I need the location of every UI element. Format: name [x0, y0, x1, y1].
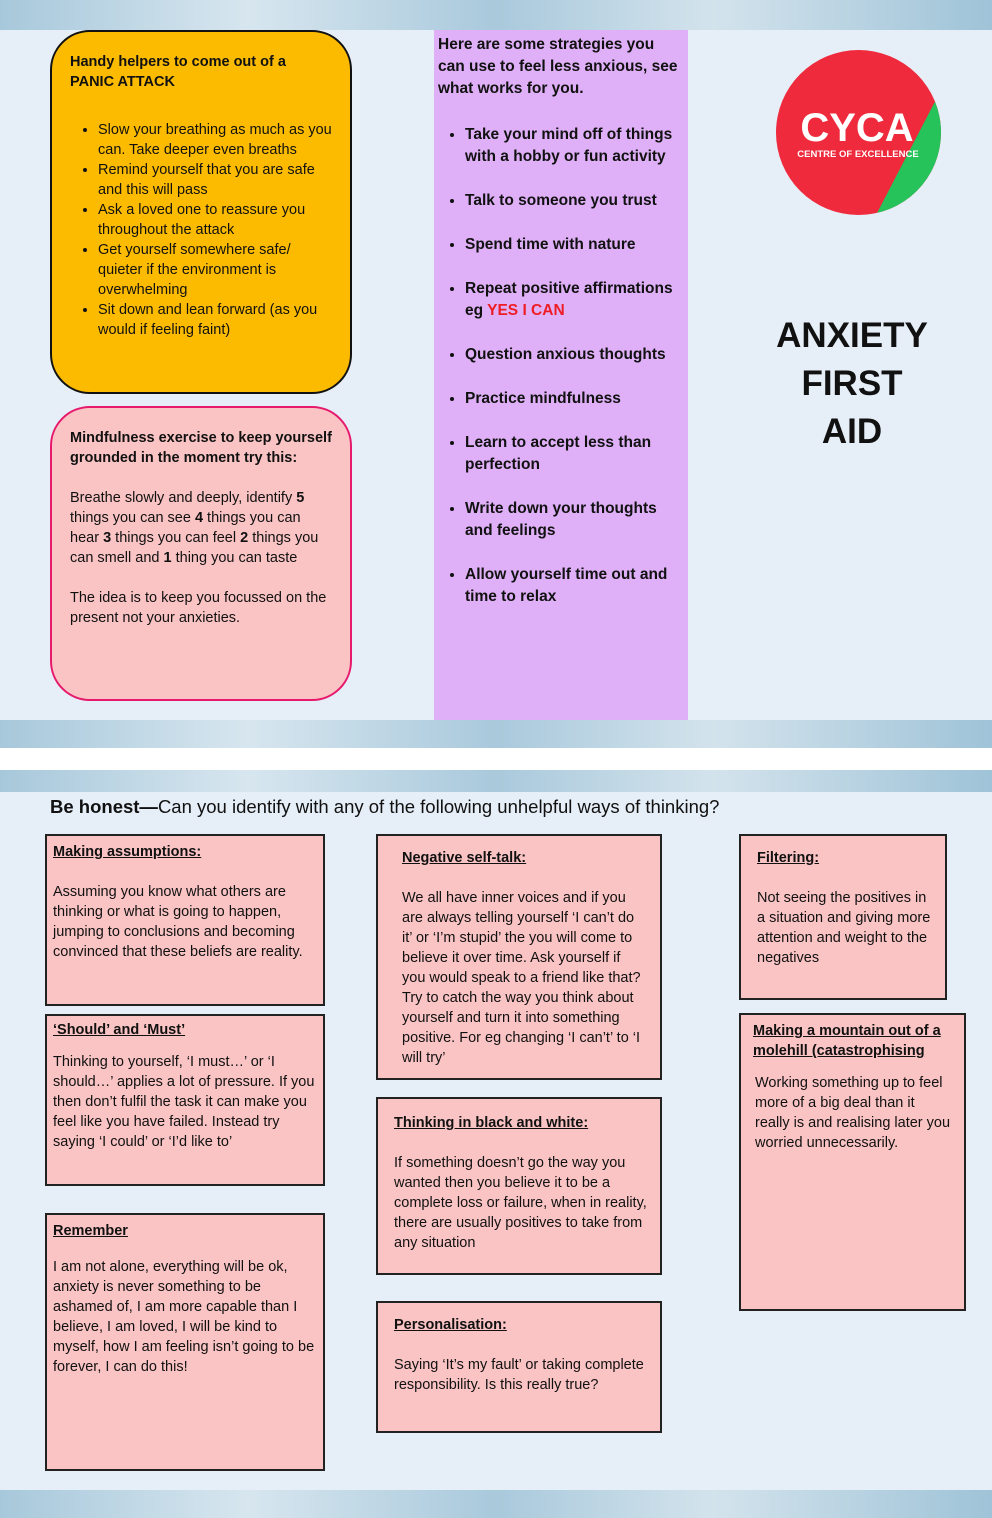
mindfulness-exercise-text: [70, 488, 332, 568]
title-line3: AID: [821, 412, 883, 451]
strategy-item: [465, 278, 684, 322]
panic-item: • Sit down and lean forward (as you would if feeling faint): [98, 300, 332, 340]
strategies-heading: Here are some strategies you can use to feel less anxious, see what works for you.: [438, 36, 678, 97]
panic-attack-box: [50, 30, 352, 394]
text-run: things you can hear: [70, 510, 301, 546]
page-title: [760, 312, 944, 456]
logo-name: CYCA: [800, 106, 914, 150]
mindfulness-idea-text: The idea is to keep you focussed on the present not your anxieties.: [70, 590, 327, 626]
logo-graphic: [776, 50, 941, 215]
strategy-item: • Talk to someone you trust: [465, 190, 684, 212]
card-body: Thinking to yourself, ‘I must…’ or ‘I should…’ applies a lot of pressure. If you then don’t fulfil the task it can make you feel like you have failed. Instead try saying ‘I could’ or ‘I’d like to’: [53, 1054, 315, 1150]
card-filtering: [739, 834, 947, 1000]
strategies-panel: [434, 30, 688, 720]
number-five: 5: [296, 490, 305, 506]
panic-item: • Slow your breathing as much as you can. Take deeper even breaths: [98, 120, 332, 160]
card-title: Thinking in black and white:: [394, 1115, 589, 1131]
text-run: Breathe slowly and deeply, identify: [70, 490, 297, 506]
card-title: Personalisation:: [394, 1317, 507, 1333]
card-body: Not seeing the positives in a situation and giving more attention and weight to the negatives: [757, 890, 931, 966]
card-making-assumptions: [45, 834, 325, 1006]
strategy-item: • Spend time with nature: [465, 234, 684, 256]
card-title: Filtering:: [757, 850, 820, 866]
number-four: 4: [194, 510, 204, 526]
panic-list: [70, 120, 332, 340]
card-title: Negative self-talk:: [402, 850, 527, 866]
panic-heading-line2: PANIC ATTACK: [70, 74, 175, 90]
card-body: Working something up to feel more of a big deal than it really is and realising later you worried unnecessarily.: [755, 1075, 951, 1151]
mindfulness-heading: Mindfulness exercise to keep yourself grounded in the moment try this:: [70, 430, 332, 466]
middle-stripe: [0, 720, 992, 748]
logo-tagline: CENTRE OF EXCELLENCE: [797, 149, 919, 160]
strategy-item: • Allow yourself time out and time to relax: [465, 564, 684, 608]
bottom-stripe: [0, 1490, 992, 1518]
card-body: Assuming you know what others are thinking or what is going to happen, jumping to conclusions and becoming convinced that these beliefs are reality.: [53, 884, 303, 960]
text-run: things you can see: [70, 510, 195, 526]
card-title: Remember: [53, 1223, 128, 1239]
yes-i-can-highlight: YES I CAN: [487, 302, 565, 319]
panic-item: • Get yourself somewhere safe/ quieter if the environment is overwhelming: [98, 240, 332, 300]
card-body: We all have inner voices and if you are always telling yourself ‘I can’t do it’ or ‘I’m stupid’ the you will come to believe it over time. Ask yourself if you would speak to a friend like that? Try to catch the way you think about yourself and turn it into something positive. For eg changing ‘I can’t’ to ‘I will try’: [402, 890, 641, 1066]
card-title: Making a mountain out of a molehill (catastrophising: [753, 1023, 941, 1059]
strategy-item: • Practice mindfulness: [465, 388, 684, 410]
number-two: 2: [240, 530, 249, 546]
text-run: things you can feel: [111, 530, 241, 546]
card-body: Saying ‘It’s my fault’ or taking complete responsibility. Is this really true?: [394, 1357, 644, 1393]
intro-text: Can you identify with any of the following unhelpful ways of thinking?: [157, 796, 720, 817]
cyca-logo: [776, 50, 941, 215]
title-line2: FIRST: [801, 364, 903, 403]
intro-bold: Be honest—: [50, 796, 158, 817]
panic-item: • Ask a loved one to reassure you throughout the attack: [98, 200, 332, 240]
strategies-list: [438, 124, 684, 608]
strategy-item: • Take your mind off of things with a hobby or fun activity: [465, 124, 684, 168]
number-one: 1: [163, 550, 172, 566]
card-negative-self-talk: [376, 834, 662, 1080]
card-should-must: [45, 1014, 325, 1186]
number-three: 3: [103, 530, 112, 546]
text-run: thing you can taste: [171, 550, 298, 566]
card-remember: [45, 1213, 325, 1471]
strategy-item: • Write down your thoughts and feelings: [465, 498, 684, 542]
top-stripe: [0, 0, 992, 30]
panic-heading: [70, 52, 332, 92]
card-title: Making assumptions:: [53, 844, 202, 860]
bottom-top-stripe: [0, 770, 992, 792]
card-body: I am not alone, everything will be ok, anxiety is never something to be ashamed of, I am more capable than I believe, I am loved, I will be kind to myself, how I am feeling isn’t going to be forever, I can do this!: [53, 1259, 315, 1375]
strategy-item: • Learn to accept less than perfection: [465, 432, 684, 476]
panic-item: • Remind yourself that you are safe and this will pass: [98, 160, 332, 200]
card-personalisation: [376, 1301, 662, 1433]
panic-heading-line1: Handy helpers to come out of a: [70, 54, 286, 70]
title-line1: ANXIETY: [776, 316, 928, 355]
card-black-and-white: [376, 1097, 662, 1275]
text-run: things you can smell and: [70, 530, 319, 566]
intro-line: [50, 795, 950, 819]
strategy-text: Repeat positive affirmations eg: [465, 280, 673, 319]
card-body: If something doesn’t go the way you wanted then you believe it to be a complete loss or failure, when in reality, there are usually positives to take from any situation: [394, 1155, 647, 1251]
strategy-item: • Question anxious thoughts: [465, 344, 684, 366]
card-catastrophising: [739, 1013, 966, 1311]
mindfulness-box: [50, 406, 352, 701]
card-title: ‘Should’ and ‘Must’: [53, 1022, 186, 1038]
